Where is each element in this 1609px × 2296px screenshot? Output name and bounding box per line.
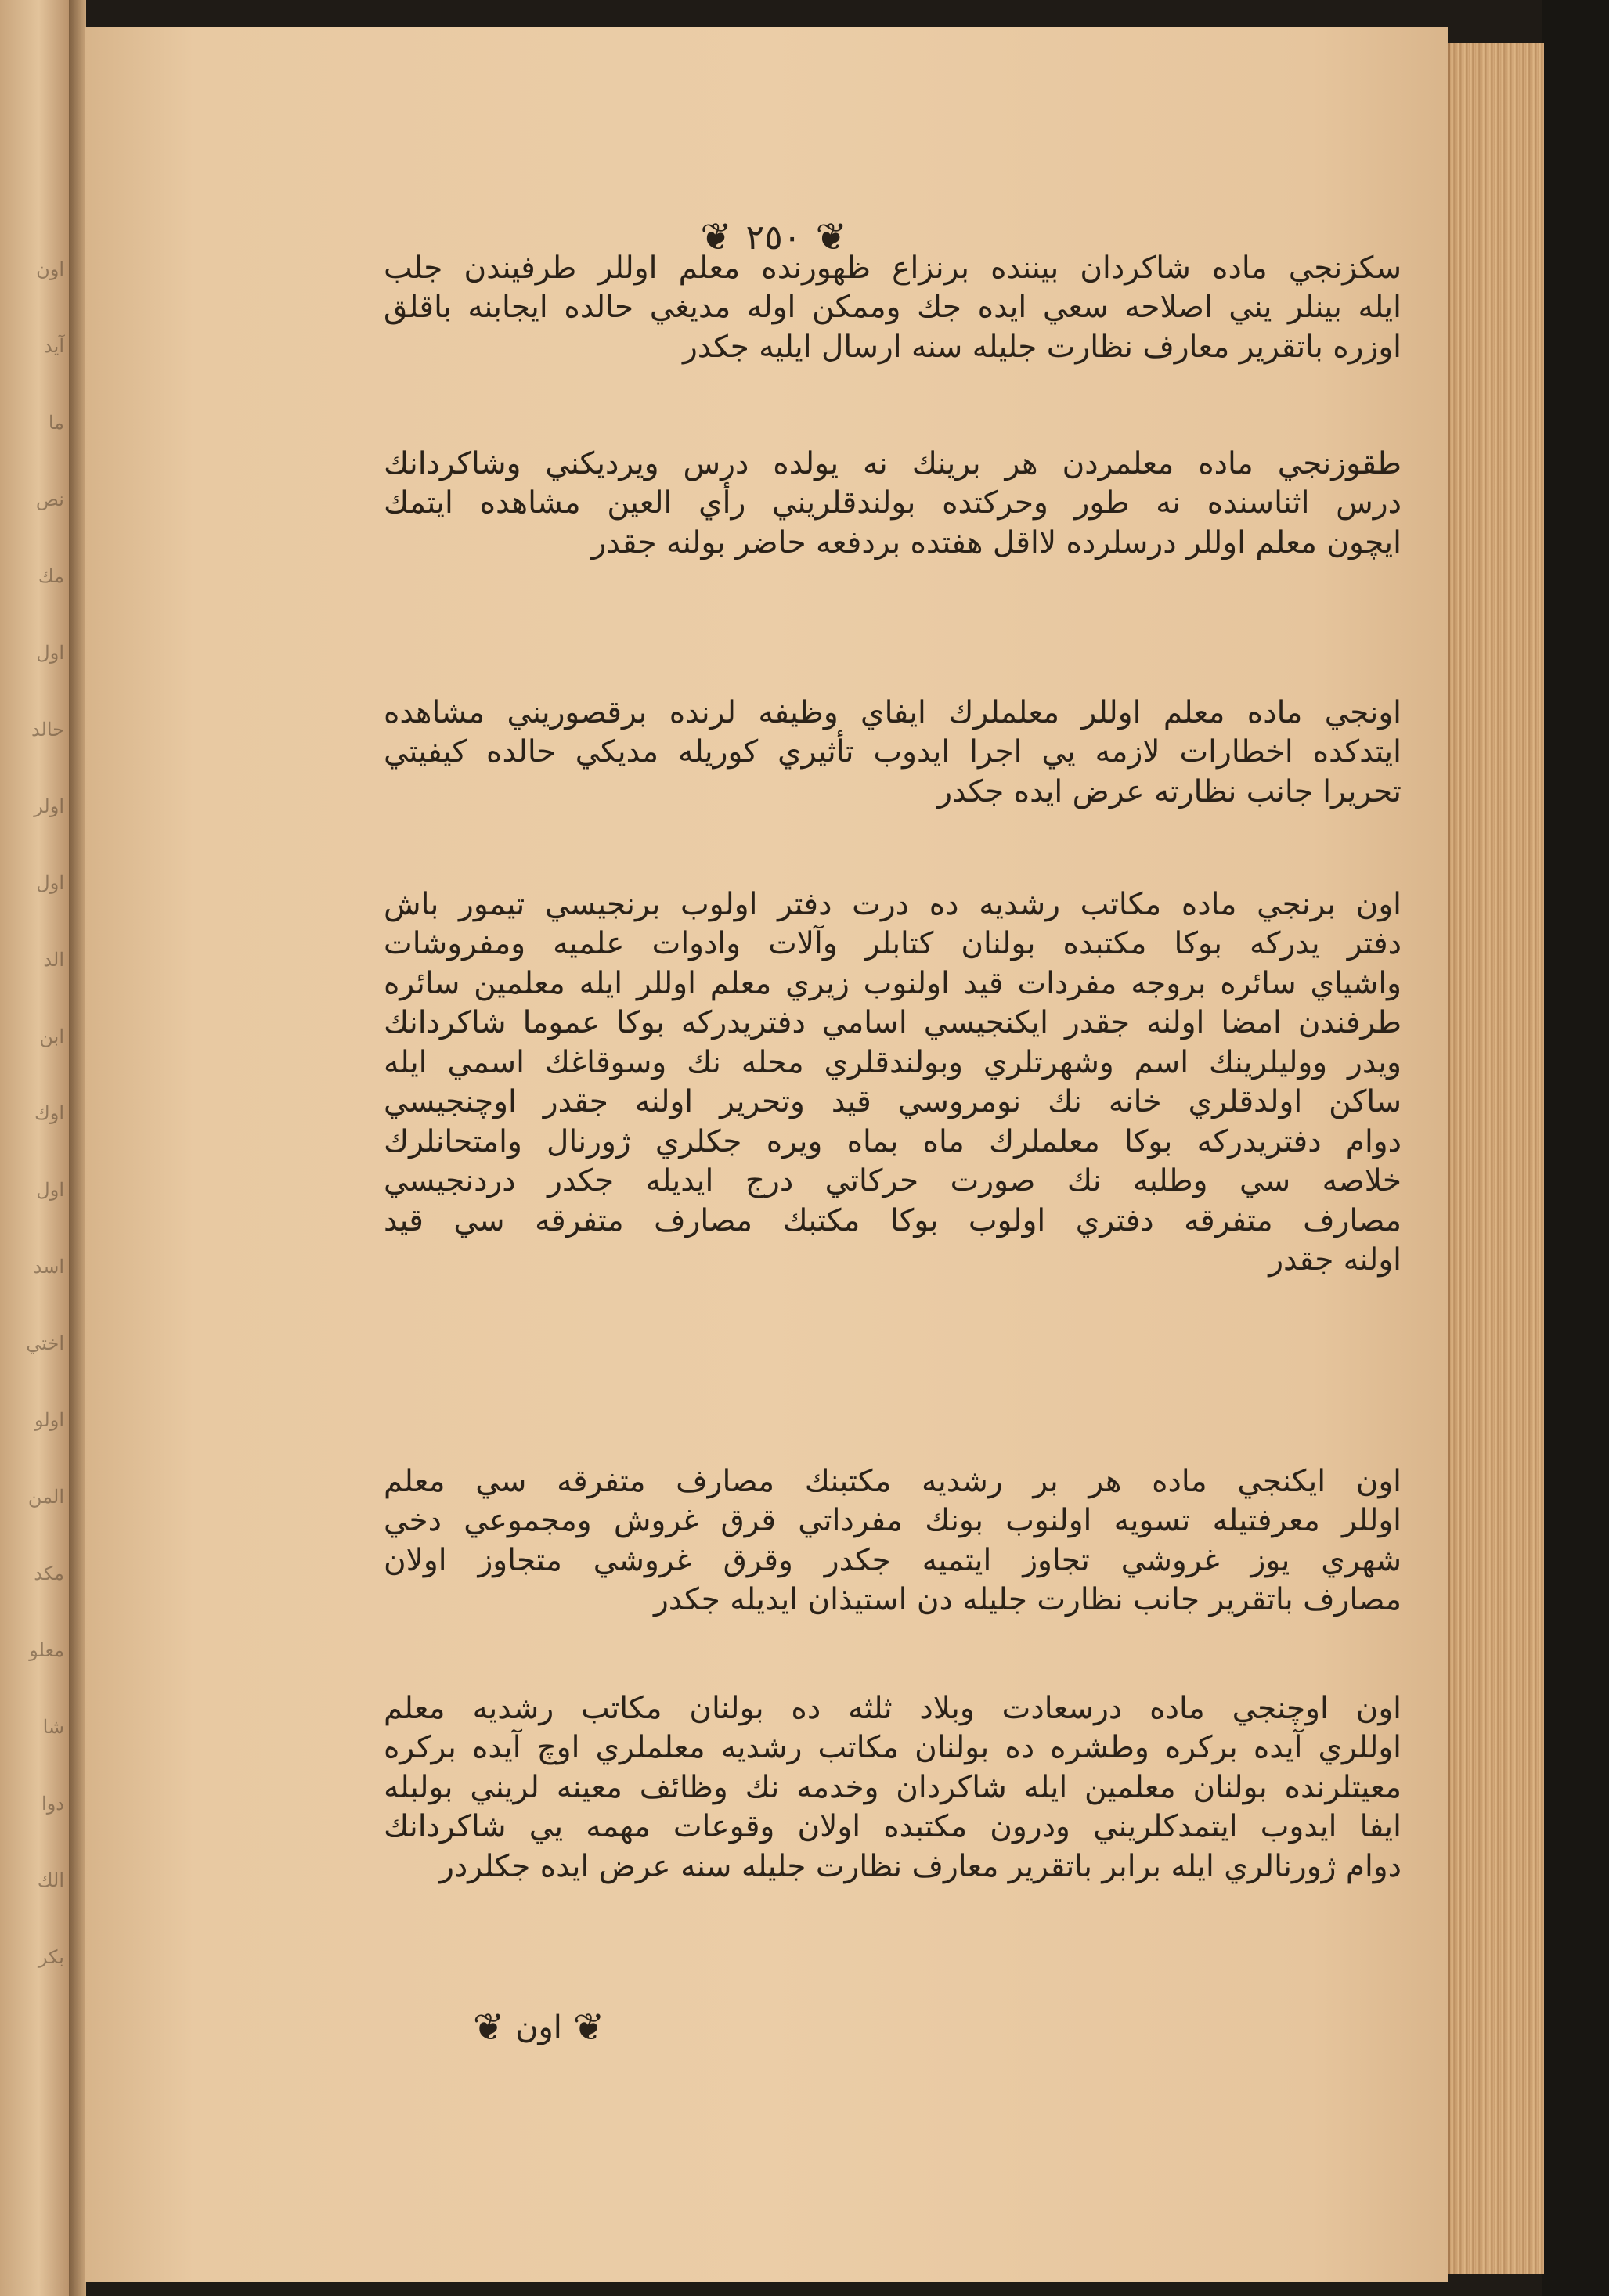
facing-page — [0, 0, 70, 2296]
facing-page-fragment: دوا — [41, 1793, 64, 1815]
facing-page-fragment: ما — [48, 412, 64, 434]
text-line: ساكن اولدقلري خانه نك نومروسي قيد وتحرير اولنه جقدر اوچنجيسي — [384, 1084, 1402, 1120]
ornament-icon: ❦ — [700, 215, 732, 259]
text-line: خلاصه سي وطلبه نك صورت حركاتي درج ايديله جكدر دردنجيسي — [384, 1163, 1402, 1199]
text-line: اونجي ماده معلم اوللر معلملرك ايفاي وظيفه لرنده برقصوريني مشاهده — [384, 695, 1402, 730]
text-line: اون برنجي ماده مكاتب رشديه ده درت دفتر اولوب برنجيسي تيمور باش — [384, 887, 1402, 922]
text-line: دفتر يدركه بوكا مكتبده بولنان كتابلر وآلات وادوات علميه ومفروشات — [384, 926, 1402, 962]
ornament-icon: ❦ — [815, 215, 847, 259]
facing-page-fragment: اختي — [26, 1332, 64, 1354]
ornament-icon: ❦ — [472, 2006, 505, 2049]
text-line: اون ايكنجي ماده هر بر رشديه مكتبنك مصارف متفرقه سي معلم — [384, 1464, 1402, 1499]
facing-page-fragment: آيد — [44, 335, 64, 357]
facing-page-fragment: المن — [27, 1486, 64, 1508]
ornament-icon: ❦ — [572, 2006, 605, 2049]
facing-page-fragment: اسد — [33, 1256, 64, 1278]
text-line: اوللري آيده بركره وطشره ده بولنان مكاتب رشديه معلملري اوچ آيده بركره — [384, 1730, 1402, 1766]
facing-page-fragment: اولر — [34, 795, 64, 817]
text-line: شهري يوز غروشي تجاوز ايتميه جكدر وقرق غروشي متجاوز اولان — [384, 1542, 1402, 1578]
facing-page-fragment: اولو — [34, 1409, 64, 1431]
text-line: ايفا ايدوب ايتمدكلريني ودرون مكتبده اولان وقوعات مهمه يي شاكردانك — [384, 1809, 1402, 1845]
facing-page-fragment: معلو — [29, 1639, 64, 1661]
facing-page-fragment: اول — [36, 642, 64, 664]
text-line: اون اوچنجي ماده درسعادت وبلاد ثلثه ده بولنان مكاتب رشديه معلم — [384, 1691, 1402, 1726]
facing-page-fragment: نص — [35, 488, 64, 510]
page-footer — [421, 2000, 656, 2055]
text-line: معيتلرنده بولنان معلمين ايله شاكردان وخدمه نك وظائف معينه لريني بولبله — [384, 1769, 1402, 1805]
facing-page-fragment: الد — [43, 949, 64, 971]
text-line: درس اثناسنده نه طور وحركتده بولندقلريني رأي العين مشاهده ايتمك — [384, 485, 1402, 521]
backdrop — [1542, 0, 1609, 2296]
text-line: واشياي سائره بروجه مفردات قيد اولنوب زيري معلم اوللر ايله معلمين سائره — [384, 965, 1402, 1001]
text-line: دوام ژورنالري ايله برابر باتقرير معارف نظارت جليله سنه عرض ايده جكلردر — [439, 1848, 1402, 1884]
text-line: مصارف باتقرير جانب نظارت جليله دن استيذان ايديله جكدر — [653, 1582, 1402, 1618]
text-line: طقوزنجي ماده معلمردن هر برينك نه يولده درس ويرديكني وشاكردانك — [384, 446, 1402, 481]
text-line: طرفندن امضا اولنه جقدر ايكنجيسي اسامي دفتريدركه بوكا عموما شاكردانك — [384, 1005, 1402, 1041]
page-edges — [1448, 43, 1544, 2274]
text-line: دوام دفتريدركه بوكا معلملرك ماه بماه ويره جكلري ژورنال وامتحانلرك — [384, 1123, 1402, 1159]
text-line: مصارف متفرقه دفتري اولوب بوكا مكتبك مصارف متفرقه سي قيد — [384, 1202, 1402, 1238]
facing-page-fragment: الك — [37, 1869, 64, 1891]
text-line: سكزنجي ماده شاكردان بيننده برنزاع ظهورنده معلم اوللر طرفيندن جلب — [384, 251, 1402, 286]
text-line: اولنه جقدر — [1268, 1242, 1402, 1278]
text-line: ايله بينلر يني اصلاحه سعي ايده جك وممكن اوله مديغي حالده ايجابنه باقلق — [384, 290, 1402, 326]
facing-page-fragment: بكر — [38, 1946, 64, 1968]
facing-page-fragment: اون — [36, 258, 64, 280]
facing-page-fragment: مك — [38, 565, 64, 587]
text-line: ايچون معلم اوللر درسلرده لااقل هفتده بردفعه حاضر بولنه جقدر — [591, 524, 1402, 560]
facing-page-fragment: ابن — [39, 1025, 64, 1047]
book-gutter — [69, 0, 86, 2296]
text-line: اوزره باتقرير معارف نظارت جليله سنه ارسال ايليه جكدر — [682, 329, 1402, 365]
facing-page-fragment: شا — [42, 1716, 64, 1738]
text-line: تحريرا جانب نظارته عرض ايده جكدر — [937, 773, 1402, 809]
text-line: ويدر ووليلرينك اسم وشهرتلري وبولندقلري محله نك وسوقاغك اسمي ايله — [384, 1044, 1402, 1080]
facing-page-fragment: اول — [36, 1179, 64, 1201]
text-line: اوللر معرفتيله تسويه اولنوب بونك مفرداتي قرق غروش ومجموعي دخي — [384, 1503, 1402, 1539]
text-line: ايتدكده اخطارات لازمه يي اجرا ايدوب تأثيري كوريله مديكي حالده كيفيتي — [384, 734, 1402, 770]
facing-page-fragment: اوك — [34, 1102, 64, 1124]
book-page — [85, 27, 1448, 2282]
catchword: اون — [515, 2009, 562, 2045]
facing-page-fragment: اول — [36, 872, 64, 894]
facing-page-fragment: حالد — [31, 719, 64, 741]
facing-page-fragment: مكد — [34, 1563, 64, 1584]
page-number: ٢٥٠ — [745, 217, 802, 258]
